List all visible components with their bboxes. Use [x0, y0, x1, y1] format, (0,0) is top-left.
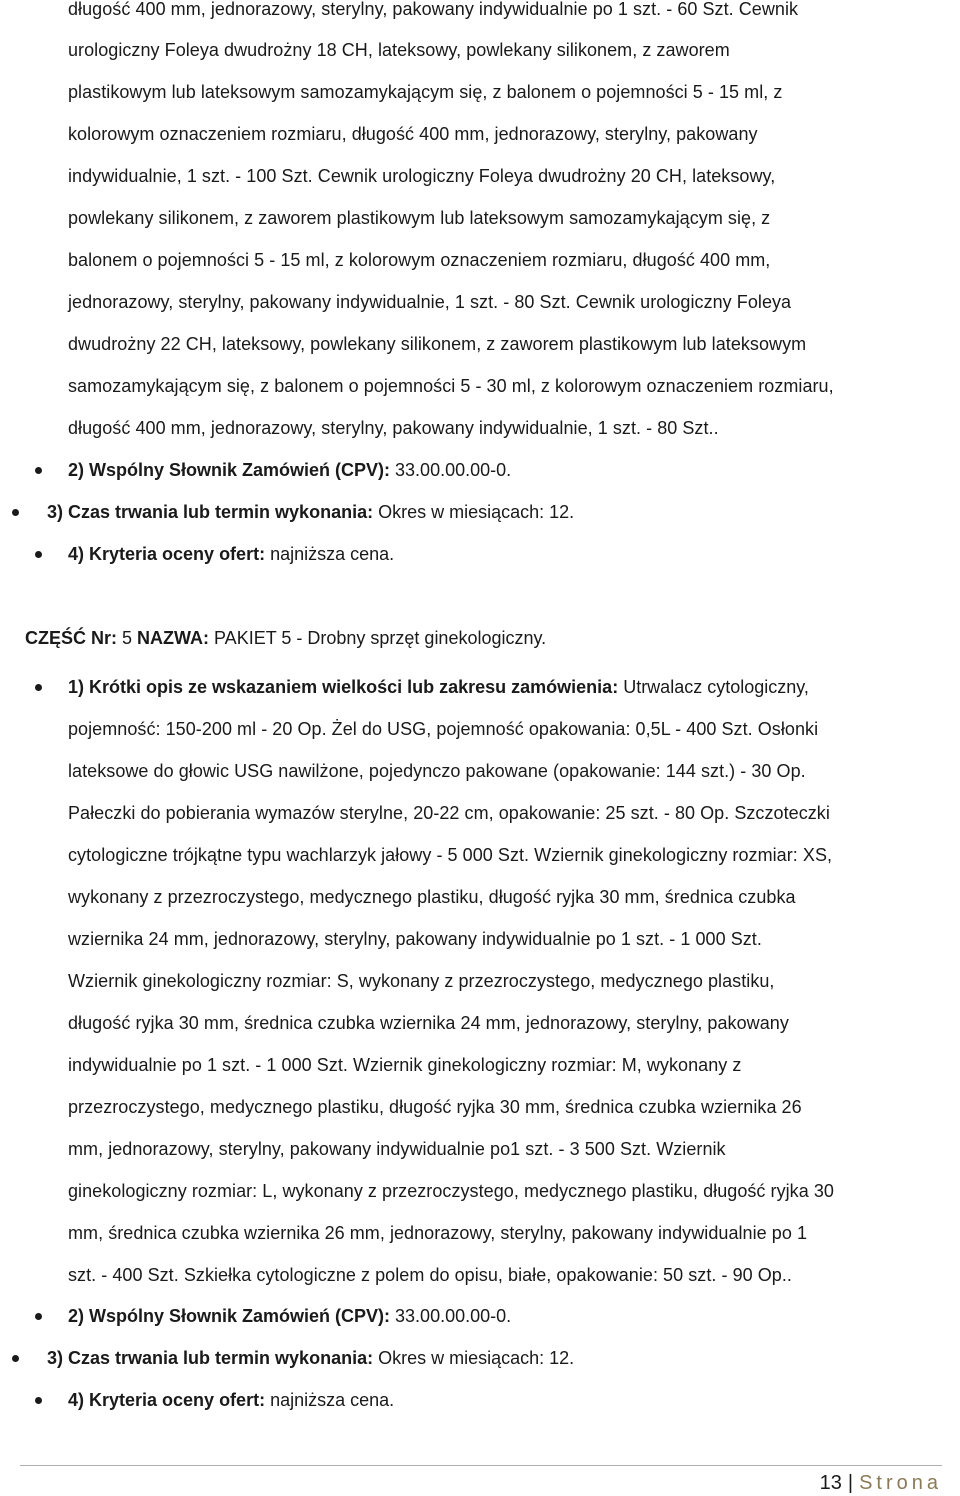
footer-divider: [20, 1465, 942, 1466]
text-line: urologiczny Foleya dwudrożny 18 CH, lateksowy, powlekany silikonem, z zaworem: [68, 40, 730, 60]
text-line: długość 400 mm, jednorazowy, sterylny, pakowany indywidualnie, 1 szt. - 80 Szt..: [68, 418, 719, 438]
cpv-label: 2) Wspólny Słownik Zamówień (CPV):: [68, 460, 391, 480]
text-line: długość 400 mm, jednorazowy, sterylny, pakowany indywidualnie po 1 szt. - 60 Szt. Cewnik: [68, 0, 799, 19]
text-line: pojemność: 150-200 ml - 20 Op. Żel do USG, pojemność opakowania: 0,5L - 400 Szt. Osłonki: [68, 719, 819, 739]
text-line: szt. - 400 Szt. Szkiełka cytologiczne z polem do opisu, białe, opakowanie: 50 szt. - 90 Op..: [68, 1265, 792, 1285]
page-footer: [820, 1472, 942, 1494]
part-number-value: 5: [117, 628, 138, 648]
duration-label: 3) Czas trwania lub termin wykonania:: [47, 502, 374, 522]
text-line: indywidualnie, 1 szt. - 100 Szt. Cewnik urologiczny Foleya dwudrożny 20 CH, lateksowy,: [68, 166, 776, 186]
duration-value: Okres w miesiącach: 12.: [373, 1348, 575, 1368]
part-heading: [25, 628, 546, 649]
text-line: mm, średnica czubka wziernika 26 mm, jednorazowy, sterylny, pakowany indywidualnie po 1: [68, 1223, 808, 1243]
bullet-icon: [12, 509, 19, 516]
text-line: kolorowym oznaczeniem rozmiaru, długość 400 mm, jednorazowy, sterylny, pakowany: [68, 124, 758, 144]
criteria-label: 4) Kryteria oceny ofert:: [68, 544, 266, 564]
cpv-value: 33.00.00.00-0.: [390, 1306, 512, 1326]
duration-label: 3) Czas trwania lub termin wykonania:: [47, 1348, 374, 1368]
text-line: długość ryjka 30 mm, średnica czubka wziernika 24 mm, jednorazowy, sterylny, pakowany: [68, 1013, 789, 1033]
cpv-value: 33.00.00.00-0.: [390, 460, 512, 480]
bullet-icon: [35, 684, 42, 691]
text-line: powlekany silikonem, z zaworem plastikowym lub lateksowym samozamykającym się, z: [68, 208, 771, 228]
text-line: cytologiczne trójkątne typu wachlarzyk jałowy - 5 000 Szt. Wziernik ginekologiczny rozmiar: XS,: [68, 845, 833, 865]
text-line: samozamykającym się, z balonem o pojemności 5 - 30 ml, z kolorowym oznaczeniem rozmiaru,: [68, 376, 834, 396]
cpv-label: 2) Wspólny Słownik Zamówień (CPV):: [68, 1306, 391, 1326]
criteria-value: najniższa cena.: [265, 1390, 395, 1410]
text-line: balonem o pojemności 5 - 15 ml, z kolorowym oznaczeniem rozmiaru, długość 400 mm,: [68, 250, 771, 270]
page-word: Strona: [859, 1472, 942, 1494]
text-line: mm, jednorazowy, sterylny, pakowany indywidualnie po1 szt. - 3 500 Szt. Wziernik: [68, 1139, 726, 1159]
bullet-icon: [35, 1397, 42, 1404]
criteria-label: 4) Kryteria oceny ofert:: [68, 1390, 266, 1410]
part-number-label: CZĘŚĆ Nr:: [25, 628, 118, 648]
part-name-label: NAZWA:: [137, 628, 210, 648]
description-first-line: Utrwalacz cytologiczny,: [618, 677, 809, 697]
page-number: 13: [819, 1472, 842, 1494]
bullet-icon: [35, 551, 42, 558]
text-line: Pałeczki do pobierania wymazów sterylne, 20-22 cm, opakowanie: 25 szt. - 80 Op. Szczoteczki: [68, 803, 830, 823]
description-label: 1) Krótki opis ze wskazaniem wielkości lub zakresu zamówienia:: [68, 677, 619, 697]
text-line: dwudrożny 22 CH, lateksowy, powlekany silikonem, z zaworem plastikowym lub lateksowym: [68, 334, 807, 354]
text-line: przezroczystego, medycznego plastiku, długość ryjka 30 mm, średnica czubka wziernika 26: [68, 1097, 802, 1117]
bullet-icon: [12, 1355, 19, 1362]
text-line: wziernika 24 mm, jednorazowy, sterylny, pakowany indywidualnie po 1 szt. - 1 000 Szt.: [68, 929, 762, 949]
bullet-icon: [35, 1313, 42, 1320]
footer-separator: |: [847, 1472, 854, 1494]
text-line: ginekologiczny rozmiar: L, wykonany z przezroczystego, medycznego plastiku, długość ryjka 30: [68, 1181, 834, 1201]
text-line: jednorazowy, sterylny, pakowany indywidualnie, 1 szt. - 80 Szt. Cewnik urologiczny Foleya: [68, 292, 792, 312]
part-name-value: PAKIET 5 - Drobny sprzęt ginekologiczny.: [209, 628, 547, 648]
text-line: wykonany z przezroczystego, medycznego plastiku, długość ryjka 30 mm, średnica czubka: [68, 887, 796, 907]
duration-value: Okres w miesiącach: 12.: [373, 502, 575, 522]
criteria-value: najniższa cena.: [265, 544, 395, 564]
text-line: lateksowe do głowic USG nawilżone, pojedynczo pakowane (opakowanie: 144 szt.) - 30 Op.: [68, 761, 806, 781]
text-line: indywidualnie po 1 szt. - 1 000 Szt. Wziernik ginekologiczny rozmiar: M, wykonany z: [68, 1055, 742, 1075]
text-line: plastikowym lub lateksowym samozamykającym się, z balonem o pojemności 5 - 15 ml, z: [68, 82, 783, 102]
text-line: Wziernik ginekologiczny rozmiar: S, wykonany z przezroczystego, medycznego plastiku,: [68, 971, 775, 991]
bullet-icon: [35, 467, 42, 474]
